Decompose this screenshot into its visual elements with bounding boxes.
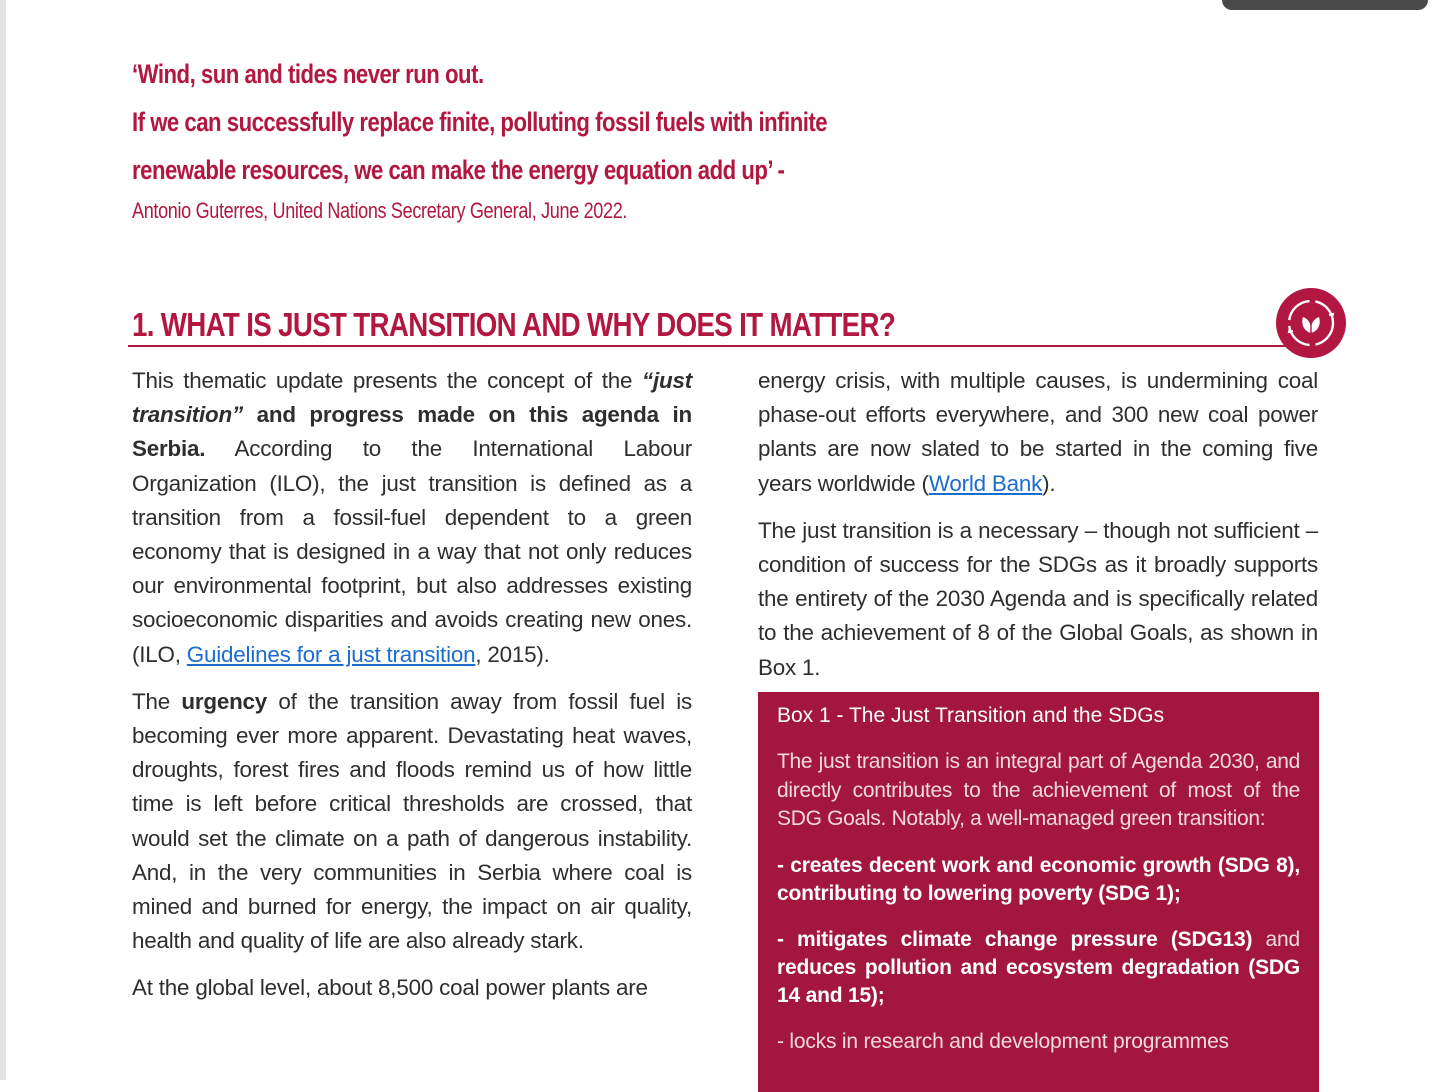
text-run: , 2015). <box>475 641 550 667</box>
text-run: of the transition away from fossil fuel is becoming ever more apparent. Devastating heat waves, droughts, forest fires and floods remind us of how little time is left before critical thresholds are crossed, that would set the climate on a path of dangerous instability. And, in the very communities in Serbia where coal is mined and burned for energy, the impact on air quality, health and quality of life are also already stark. <box>132 688 692 954</box>
right-column <box>758 364 1318 698</box>
box-item-text: - creates decent work and economic growth (SDG 8), contributing to lowering poverty (SDG 1); <box>777 853 1300 905</box>
quote-line-3: renewable resources, we can make the energy equation add up’ - <box>132 155 785 185</box>
viewer-toolbar-tab[interactable] <box>1222 0 1428 10</box>
text-run: This thematic update presents the concept of the <box>132 368 642 393</box>
box-item-research <box>777 1028 1300 1056</box>
text-run: The <box>132 688 182 714</box>
paragraph-definition <box>132 364 692 672</box>
box-item-text: - mitigates climate change pressure (SDG13) <box>777 927 1253 951</box>
box-item-decent-work <box>777 852 1300 908</box>
section-divider <box>128 345 1296 347</box>
page-left-edge <box>0 0 6 1080</box>
paragraph-sdg-condition: The just transition is a necessary – though not sufficient – condition of success for the SDGs as it broadly supports the entirety of the 2030 Agenda and is specifically related to the achievement of 8 of the Global Goals, as shown in Box 1. <box>758 517 1318 680</box>
paragraph-global: At the global level, about 8,500 coal power plants are <box>132 975 648 1001</box>
text-run: energy crisis, with multiple causes, is undermining coal phase-out efforts everywhere, and 300 new coal power plants are now slated to be started in the coming five years worldwide ( <box>758 368 1318 496</box>
world-bank-link[interactable]: World Bank <box>928 470 1043 496</box>
box-item-text: - locks in research and development programmes <box>777 1029 1229 1053</box>
bold-run: and progress made on this agenda in Serbia. <box>132 402 692 462</box>
just-transition-term: “just transition” <box>132 368 692 428</box>
urgency-term: urgency <box>181 688 268 714</box>
text-run: According to the International Labour Organization (ILO), the just transition is defined as a transition from a fossil-fuel dependent to a green economy that is designed in a way that not only reduces our environmental footprint, but also addresses existing socioeconomic disparities and avoids creating new ones. (ILO, <box>132 436 692 667</box>
leaf-cycle-icon <box>1276 288 1346 358</box>
box-item-text: reduces pollution and ecosystem degradation (SDG 14 and 15); <box>777 955 1300 1007</box>
box-intro: The just transition is an integral part of Agenda 2030, and directly contributes to the achievement of most of the SDG Goals. Notably, a well-managed green transition: <box>777 750 1300 830</box>
box-just-transition-sdgs <box>758 692 1319 1092</box>
box-title: Box 1 - The Just Transition and the SDGs <box>777 704 1165 727</box>
ilo-guidelines-link[interactable]: Guidelines for a just transition <box>186 641 476 667</box>
box-item-climate <box>777 926 1300 1010</box>
opening-quote <box>132 52 1032 226</box>
quote-attribution: Antonio Guterres, United Nations Secretary General, June 2022. <box>132 198 628 223</box>
left-column <box>132 364 692 1019</box>
section-heading <box>132 304 1292 346</box>
paragraph-energy-crisis <box>758 364 1318 501</box>
box-item-connector: and <box>1252 927 1300 951</box>
text-run: ). <box>1042 470 1056 496</box>
quote-line-1: ‘Wind, sun and tides never run out. <box>132 59 484 89</box>
paragraph-urgency <box>132 685 692 959</box>
section-title: 1. WHAT IS JUST TRANSITION AND WHY DOES IT MATTER? <box>132 306 896 343</box>
quote-line-2: If we can successfully replace finite, polluting fossil fuels with infinite <box>132 107 828 137</box>
